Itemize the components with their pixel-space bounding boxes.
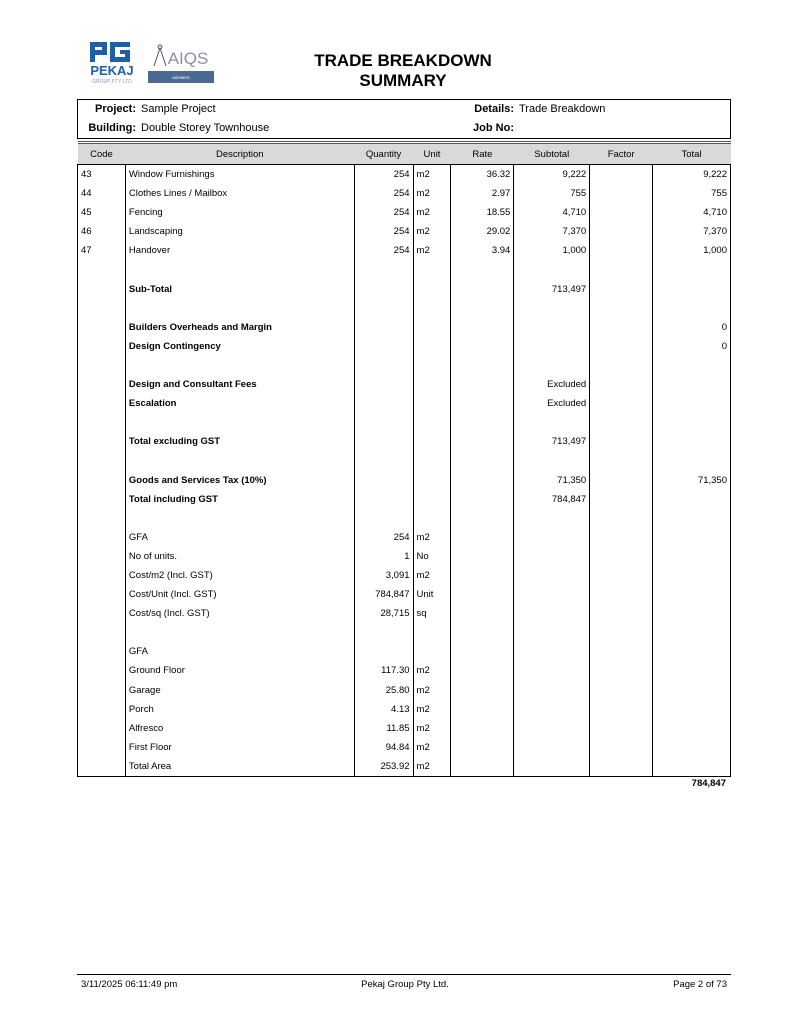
project-row [78, 100, 216, 118]
cell-rate: 29.02 [451, 222, 514, 241]
jobno-label: Job No: [473, 122, 514, 134]
total-ex-gst-value: 713,497 [514, 432, 590, 451]
metric-unit: m2 [413, 528, 451, 547]
cell-total: 7,370 [653, 222, 731, 241]
building-label: Building: [88, 122, 136, 134]
title-line-2: SUMMARY [359, 71, 447, 90]
metric-unit: m2 [413, 566, 451, 585]
cell-subtotal: 9,222 [514, 165, 590, 185]
total-inc-gst-row [78, 490, 731, 509]
area-label: Total Area [125, 757, 354, 777]
area-quantity: 11.85 [354, 719, 413, 738]
escalation-row [78, 394, 731, 413]
aiqs-logo [148, 42, 214, 84]
svg-text:GROUP PTY LTD: GROUP PTY LTD [92, 79, 132, 85]
col-quantity: Quantity [354, 143, 413, 165]
metric-label: No of units. [125, 547, 354, 566]
area-unit: m2 [413, 738, 451, 757]
cell-unit: m2 [413, 241, 451, 260]
area-row [78, 738, 731, 757]
gst-label: Goods and Services Tax (10%) [125, 471, 354, 490]
contingency-label: Design Contingency [125, 337, 354, 356]
title-line-1: TRADE BREAKDOWN [314, 51, 492, 70]
project-value: Sample Project [141, 103, 216, 115]
area-quantity: 94.84 [354, 738, 413, 757]
cell-code: 46 [78, 222, 126, 241]
cell-quantity: 254 [354, 165, 413, 185]
metric-label: Cost/sq (Incl. GST) [125, 604, 354, 623]
cell-factor [590, 184, 653, 203]
subtotal-row [78, 280, 731, 299]
cell-rate: 3.94 [451, 241, 514, 260]
area-unit: m2 [413, 757, 451, 777]
col-code: Code [78, 143, 126, 165]
metric-unit: Unit [413, 585, 451, 604]
subtotal-label: Sub-Total [125, 280, 354, 299]
project-info-box [77, 99, 731, 139]
footer-company: Pekaj Group Pty Ltd. [361, 979, 449, 990]
footer-divider [77, 974, 731, 975]
overheads-row [78, 318, 731, 337]
total-ex-gst-label: Total excluding GST [125, 432, 354, 451]
table-header-row [78, 143, 731, 165]
metric-quantity: 1 [354, 547, 413, 566]
cell-subtotal: 1,000 [514, 241, 590, 260]
project-label: Project: [95, 103, 136, 115]
col-unit: Unit [413, 143, 451, 165]
area-unit: m2 [413, 681, 451, 700]
cell-total: 9,222 [653, 165, 731, 185]
area-label: Ground Floor [125, 661, 354, 680]
footer-page-number: Page 2 of 73 [673, 979, 727, 990]
footer-timestamp: 3/11/2025 06:11:49 pm [81, 979, 178, 990]
fees-label: Design and Consultant Fees [125, 375, 354, 394]
col-total: Total [653, 143, 731, 165]
area-label: Alfresco [125, 719, 354, 738]
gfa-heading-row [78, 642, 731, 661]
metric-label: Cost/Unit (Incl. GST) [125, 585, 354, 604]
page-title [260, 51, 546, 91]
details-value: Trade Breakdown [519, 103, 606, 115]
area-row [78, 719, 731, 738]
area-unit: m2 [413, 700, 451, 719]
contingency-total: 0 [653, 337, 731, 356]
svg-text:PEKAJ: PEKAJ [90, 63, 134, 78]
svg-text:MEMBER: MEMBER [172, 75, 190, 80]
area-quantity: 117.30 [354, 661, 413, 680]
spacer-row [78, 260, 731, 279]
metric-row [78, 566, 731, 585]
cell-rate: 36.32 [451, 165, 514, 185]
building-row [78, 119, 269, 137]
metric-quantity: 28,715 [354, 604, 413, 623]
metric-quantity: 3,091 [354, 566, 413, 585]
grand-total: 784,847 [691, 778, 726, 789]
area-quantity: 25.80 [354, 681, 413, 700]
area-label: Garage [125, 681, 354, 700]
metric-row [78, 585, 731, 604]
metric-quantity: 784,847 [354, 585, 413, 604]
cell-factor [590, 241, 653, 260]
cell-description: Window Furnishings [125, 165, 354, 185]
area-unit: m2 [413, 661, 451, 680]
metric-unit: sq [413, 604, 451, 623]
cell-quantity: 254 [354, 222, 413, 241]
cell-total: 755 [653, 184, 731, 203]
area-label: First Floor [125, 738, 354, 757]
cell-quantity: 254 [354, 184, 413, 203]
cell-unit: m2 [413, 203, 451, 222]
metric-row [78, 547, 731, 566]
pekaj-logo [82, 40, 142, 86]
trade-breakdown-table [77, 141, 731, 777]
building-value: Double Storey Townhouse [141, 122, 270, 134]
cell-code: 43 [78, 165, 126, 185]
table-row [78, 241, 731, 260]
contingency-row [78, 337, 731, 356]
gst-total: 71,350 [653, 471, 731, 490]
col-rate: Rate [451, 143, 514, 165]
area-quantity: 253.92 [354, 757, 413, 777]
spacer-row [78, 451, 731, 470]
col-subtotal: Subtotal [514, 143, 590, 165]
cell-quantity: 254 [354, 241, 413, 260]
fees-row [78, 375, 731, 394]
cell-factor [590, 165, 653, 185]
col-factor: Factor [590, 143, 653, 165]
cell-code: 44 [78, 184, 126, 203]
cell-factor [590, 222, 653, 241]
spacer-row [78, 413, 731, 432]
gst-row [78, 471, 731, 490]
cell-description: Handover [125, 241, 354, 260]
metric-label: Cost/m2 (Incl. GST) [125, 566, 354, 585]
cell-quantity: 254 [354, 203, 413, 222]
table-row [78, 165, 731, 185]
spacer-row [78, 356, 731, 375]
metric-quantity: 254 [354, 528, 413, 547]
details-row [458, 100, 605, 118]
fees-value: Excluded [514, 375, 590, 394]
details-label: Details: [474, 103, 514, 115]
total-inc-gst-label: Total including GST [125, 490, 354, 509]
metric-row [78, 528, 731, 547]
cell-description: Landscaping [125, 222, 354, 241]
total-ex-gst-row [78, 432, 731, 451]
cell-subtotal: 7,370 [514, 222, 590, 241]
cell-rate: 2.97 [451, 184, 514, 203]
table-row [78, 184, 731, 203]
overheads-label: Builders Overheads and Margin [125, 318, 354, 337]
escalation-label: Escalation [125, 394, 354, 413]
overheads-total: 0 [653, 318, 731, 337]
area-row [78, 661, 731, 680]
area-row [78, 700, 731, 719]
cell-total: 1,000 [653, 241, 731, 260]
cell-code: 45 [78, 203, 126, 222]
metric-label: GFA [125, 528, 354, 547]
spacer-row [78, 509, 731, 528]
col-description: Description [125, 143, 354, 165]
table-row [78, 203, 731, 222]
svg-text:AIQS: AIQS [167, 49, 209, 68]
cell-factor [590, 203, 653, 222]
spacer-row [78, 623, 731, 642]
area-row [78, 681, 731, 700]
cell-subtotal: 4,710 [514, 203, 590, 222]
cell-unit: m2 [413, 222, 451, 241]
spacer-row [78, 299, 731, 318]
cell-unit: m2 [413, 184, 451, 203]
cell-rate: 18.55 [451, 203, 514, 222]
cell-code: 47 [78, 241, 126, 260]
cell-description: Clothes Lines / Mailbox [125, 184, 354, 203]
jobno-row [458, 119, 519, 137]
area-row [78, 757, 731, 777]
gfa-heading: GFA [125, 642, 354, 661]
metric-row [78, 604, 731, 623]
subtotal-value: 713,497 [514, 280, 590, 299]
cell-unit: m2 [413, 165, 451, 185]
escalation-value: Excluded [514, 394, 590, 413]
area-unit: m2 [413, 719, 451, 738]
area-quantity: 4.13 [354, 700, 413, 719]
metric-unit: No [413, 547, 451, 566]
cell-total: 4,710 [653, 203, 731, 222]
total-inc-gst-value: 784,847 [514, 490, 590, 509]
gst-subtotal: 71,350 [514, 471, 590, 490]
cell-description: Fencing [125, 203, 354, 222]
cell-subtotal: 755 [514, 184, 590, 203]
area-label: Porch [125, 700, 354, 719]
table-row [78, 222, 731, 241]
